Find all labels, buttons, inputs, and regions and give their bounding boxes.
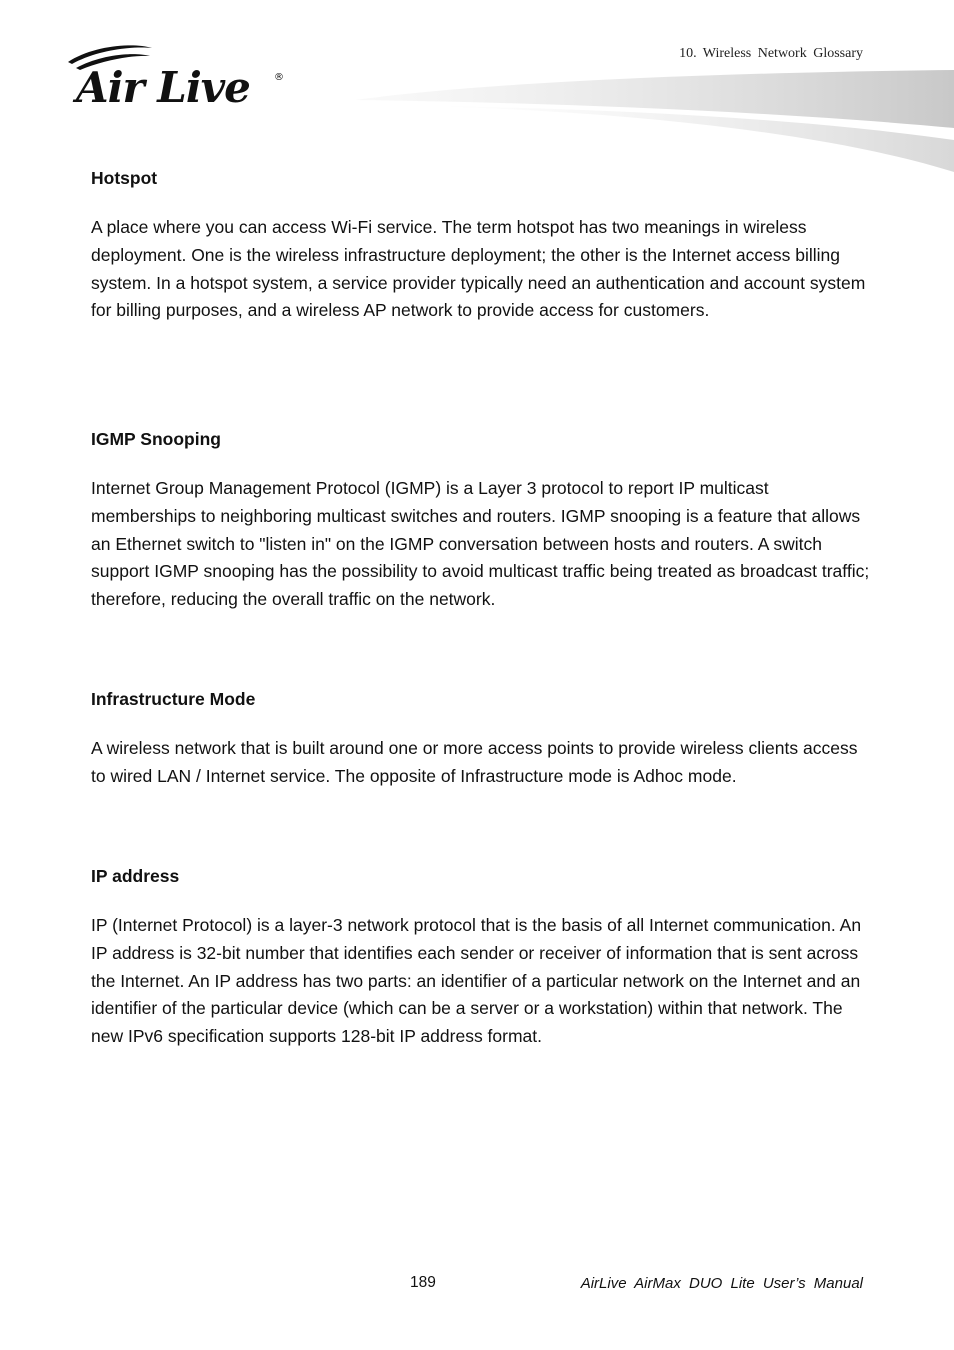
- glossary-section-hotspot: [91, 168, 871, 189]
- glossary-section-ip-address: [91, 866, 871, 887]
- section-body: Internet Group Management Protocol (IGMP) is a Layer 3 protocol to report IP multicast memberships to neighboring multicast switches and routers. IGMP snooping is a feature that allows an Ethernet switch to "listen in" on the IGMP conversation between hosts and routers. A switch support IGMP snooping has the possibility to avoid multicast traffic being treated as broadcast traffic; therefore, reducing the overall traffic on the network.: [91, 478, 870, 610]
- airlive-logo: [62, 40, 292, 110]
- section-body-wrapper: [91, 475, 871, 614]
- section-heading: IP address: [91, 866, 180, 886]
- manual-title: AirLive AirMax DUO Lite User’s Manual: [580, 1275, 863, 1292]
- page-number: 189: [410, 1274, 436, 1291]
- section-body: A place where you can access Wi-Fi service. The term hotspot has two meanings in wireless deployment. One is the wireless infrastructure deployment; the other is the Internet access billing system. In a hotspot system, a service provider typically need an authentication and account system for billing purposes, and a wireless AP network to provide access for customers.: [91, 217, 866, 321]
- section-body: IP (Internet Protocol) is a layer-3 network protocol that is the basis of all Internet communication. An IP address is 32-bit number that identifies each sender or receiver of information that is sent across the Internet. An IP address has two parts: an identifier of a particular network on the Internet and an identifier of the particular device (which can be a server or a workstation) within that network. The new IPv6 specification supports 128-bit IP address format.: [91, 915, 862, 1047]
- glossary-section-igmp-snooping: [91, 429, 871, 450]
- svg-text:®: ®: [274, 72, 284, 83]
- section-heading: IGMP Snooping: [91, 429, 221, 449]
- section-body-wrapper: [91, 214, 871, 325]
- chapter-title: 10. Wireless Network Glossary: [679, 46, 863, 61]
- section-body-wrapper: [91, 735, 871, 791]
- section-body: A wireless network that is built around one or more access points to provide wireless clients access to wired LAN / Internet service. The opposite of Infrastructure mode is Adhoc mode.: [91, 738, 858, 786]
- svg-text:Air Live: Air Live: [76, 63, 250, 110]
- glossary-section-infrastructure-mode: [91, 689, 871, 710]
- section-body-wrapper: [91, 912, 871, 1051]
- section-heading: Infrastructure Mode: [91, 689, 256, 709]
- section-heading: Hotspot: [91, 168, 158, 188]
